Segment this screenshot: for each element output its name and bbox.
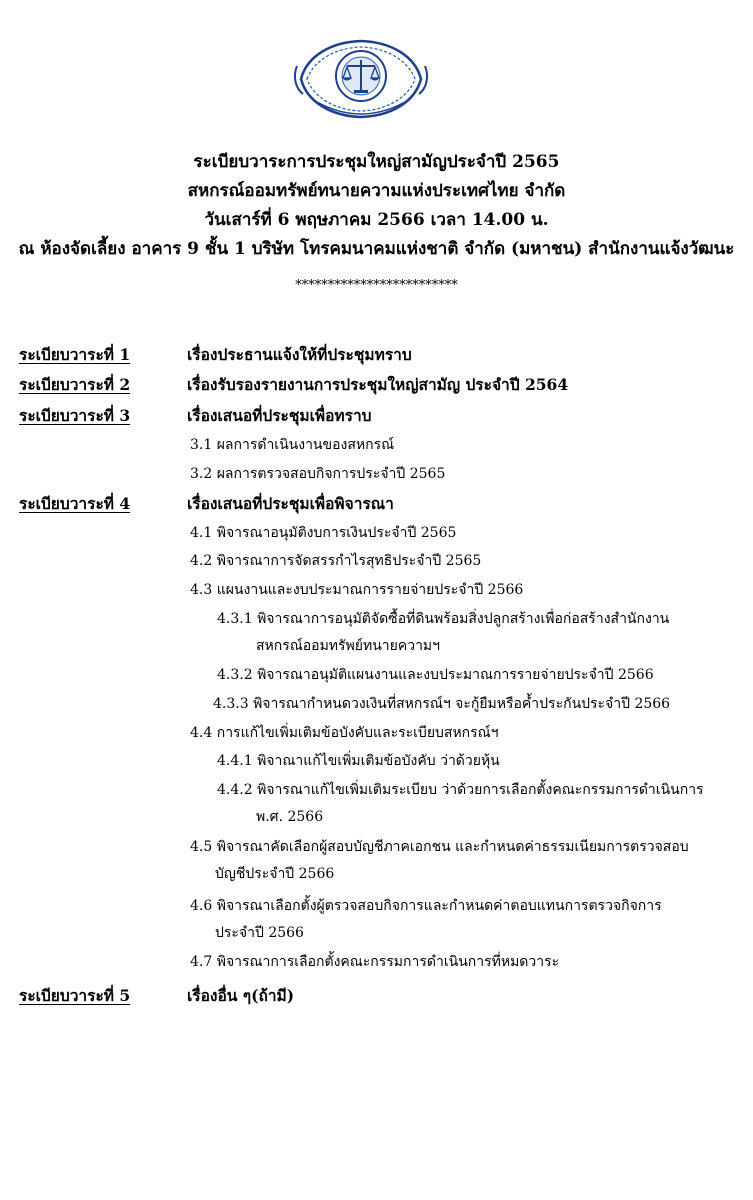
sub-item-4-3-3: 4.3.3 พิจารณากำหนดวงเงินที่สหกรณ์ฯ จะกู้ยืมหรือค้ำประกันประจำปี 2566 (213, 696, 671, 712)
sub-item-4-3-2: 4.3.2 พิจารณาอนุมัติแผนงานและงบประมาณการรายจ่ายประจำปี 2566 (217, 667, 654, 683)
separator-stars: ************************* (295, 278, 458, 293)
agenda-title: เรื่องรับรองรายงานการประชุมใหญ่สามัญ ประจำปี 2564 (187, 375, 569, 394)
agenda-title: เรื่องเสนอที่ประชุมเพื่อพิจารณา (187, 494, 394, 513)
header-title: ระเบียบวาระการประชุมใหญ่สามัญประจำปี 2565 (193, 152, 560, 172)
sub-item-4-5: 4.5 พิจารณาคัดเลือกผู้สอบบัญชีภาคเอกชน และกำหนดค่าธรรมเนียมการตรวจสอบ (190, 839, 689, 855)
sub-item-4-4-2-cont: พ.ศ. 2566 (256, 809, 324, 825)
sub-item-4-2: 4.2 พิจารณาการจัดสรรกำไรสุทธิประจำปี 2565 (190, 553, 482, 569)
sub-item-4-4: 4.4 การแก้ไขเพิ่มเติมข้อบังคับและระเบียบสหกรณ์ฯ (190, 725, 499, 741)
agenda-label: ระเบียบวาระที่ 1 (19, 345, 131, 364)
header-venue: ณ ห้องจัดเลี้ยง อาคาร 9 ชั้น 1 บริษัท โทรคมนาคมแห่งชาติ จำกัด (มหาชน) สำนักงานแจ้งวัฒนะ (18, 239, 735, 259)
agenda-label: ระเบียบวาระที่ 2 (19, 375, 131, 394)
sub-item-4-1: 4.1 พิจารณาอนุมัติงบการเงินประจำปี 2565 (190, 525, 457, 541)
header-date-time: วันเสาร์ที่ 6 พฤษภาคม 2566 เวลา 14.00 น. (204, 210, 549, 230)
agenda-title: เรื่องอื่น ๆ(ถ้ามี) (187, 986, 295, 1005)
agenda-title: เรื่องประธานแจ้งให้ที่ประชุมทราบ (187, 345, 412, 364)
sub-item-4-6-cont: ประจำปี 2566 (215, 925, 304, 941)
sub-item-4-5-cont: บัญชีประจำปี 2566 (215, 866, 335, 882)
agenda-label: ระเบียบวาระที่ 4 (19, 494, 131, 513)
sub-item-4-3-1-cont: สหกรณ์ออมทรัพย์ทนายความฯ (256, 638, 441, 654)
sub-item-4-7: 4.7 พิจารณาการเลือกตั้งคณะกรรมการดำเนินการที่หมดวาระ (190, 954, 560, 970)
sub-item-4-3: 4.3 แผนงานและงบประมาณการรายจ่ายประจำปี 2566 (190, 582, 524, 598)
sub-item-3-1: 3.1 ผลการดำเนินงานของสหกรณ์ (190, 437, 395, 453)
agenda-title: เรื่องเสนอที่ประชุมเพื่อทราบ (187, 406, 372, 425)
agenda-label: ระเบียบวาระที่ 3 (19, 406, 131, 425)
sub-item-4-4-1: 4.4.1 พิจาณาแก้ไขเพิ่มเติมข้อบังคับ ว่าด้วยหุ้น (217, 753, 500, 769)
sub-item-3-2: 3.2 ผลการตรวจสอบกิจการประจำปี 2565 (190, 466, 446, 482)
document-header (0, 148, 753, 264)
header-organization: สหกรณ์ออมทรัพย์ทนายความแห่งประเทศไทย จำกัด (187, 181, 566, 201)
agenda-label: ระเบียบวาระที่ 5 (19, 986, 131, 1005)
sub-item-4-3-1: 4.3.1 พิจารณาการอนุมัติจัดซื้อที่ดินพร้อมสิ่งปลูกสร้างเพื่อก่อสร้างสำนักงาน (217, 611, 670, 627)
sub-item-4-4-2: 4.4.2 พิจารณาแก้ไขเพิ่มเติมระเบียบ ว่าด้วยการเลือกตั้งคณะกรรมการดำเนินการ (217, 782, 704, 798)
sub-item-4-6: 4.6 พิจารณาเลือกตั้งผู้ตรวจสอบกิจการและกำหนดค่าตอบแทนการตรวจกิจการ (190, 898, 662, 914)
cooperative-logo (293, 36, 429, 122)
